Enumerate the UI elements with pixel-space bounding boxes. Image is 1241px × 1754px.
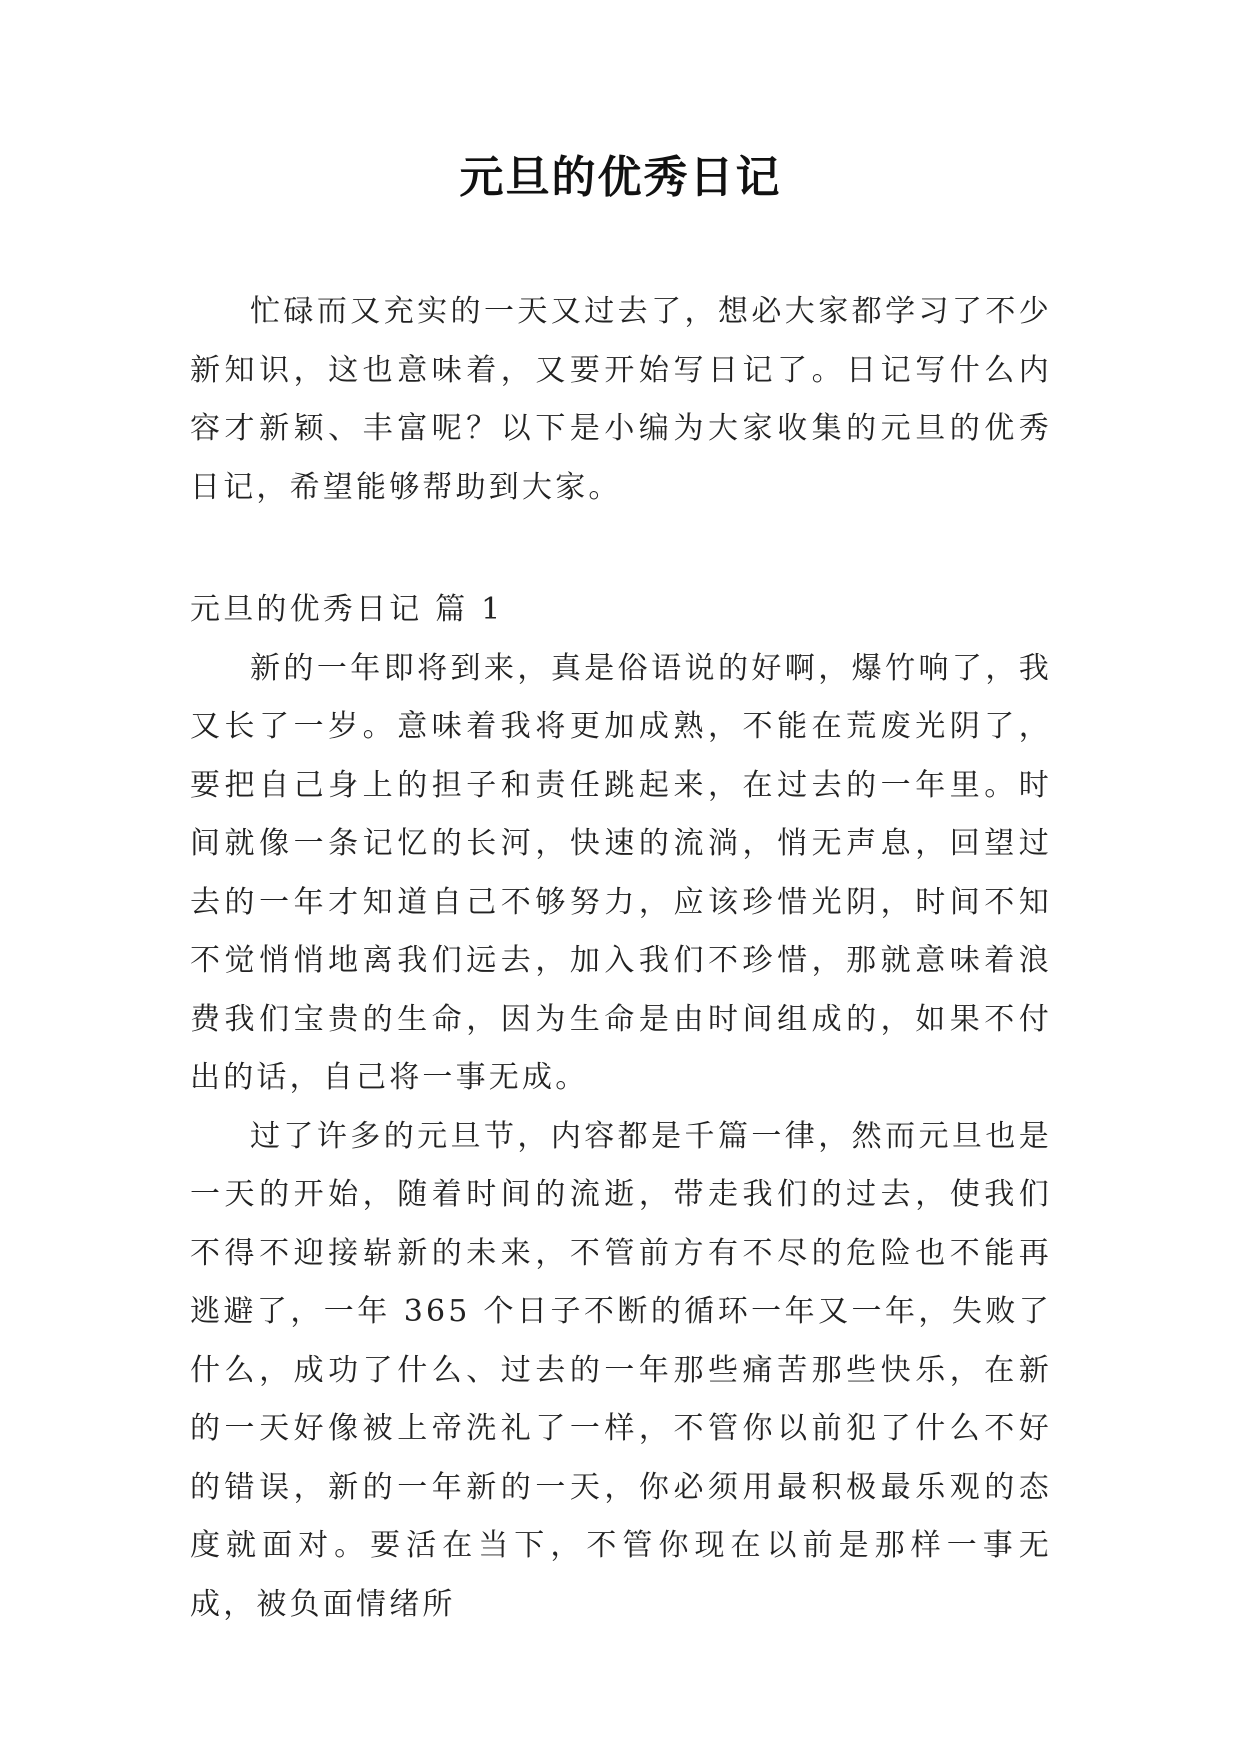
document-title: 元旦的优秀日记 — [459, 152, 782, 203]
section-1 — [190, 581, 1052, 1634]
body-paragraph-2: 过了许多的元旦节，内容都是千篇一律，然而元旦也是一天的开始，随着时间的流逝，带走我们的过去，使我们不得不迎接崭新的未来，不管前方有不尽的危险也不能再逃避了，一年 365 个日子不断的循环一年又一年，失败了什么，成功了什么、过去的一年那些痛苦那些快乐，在新的一天好像被上帝洗礼了一样，不管你以前犯了什么不好的错误，新的一年新的一天，你必须用最积极最乐观的态度就面对。要活在当下，不管你现在以前是那样一事无成，被负面情绪所 — [190, 1118, 1052, 1622]
intro-block — [190, 283, 1052, 517]
intro-paragraph: 忙碌而又充实的一天又过去了，想必大家都学习了不少新知识，这也意味着，又要开始写日记了。日记写什么内容才新颖、丰富呢？以下是小编为大家收集的元旦的优秀日记，希望能够帮助到大家。 — [190, 294, 1052, 505]
section-heading: 元旦的优秀日记 篇 1 — [190, 592, 504, 627]
body-paragraph-1: 新的一年即将到来，真是俗语说的好啊，爆竹响了，我又长了一岁。意味着我将更加成熟，不能在荒废光阴了，要把自己身上的担子和责任跳起来，在过去的一年里。时间就像一条记忆的长河，快速的流淌，悄无声息，回望过去的一年才知道自己不够努力，应该珍惜光阴，时间不知不觉悄悄地离我们远去，加入我们不珍惜，那就意味着浪费我们宝贵的生命，因为生命是由时间组成的，如果不付出的话，自己将一事无成。 — [190, 650, 1052, 1095]
